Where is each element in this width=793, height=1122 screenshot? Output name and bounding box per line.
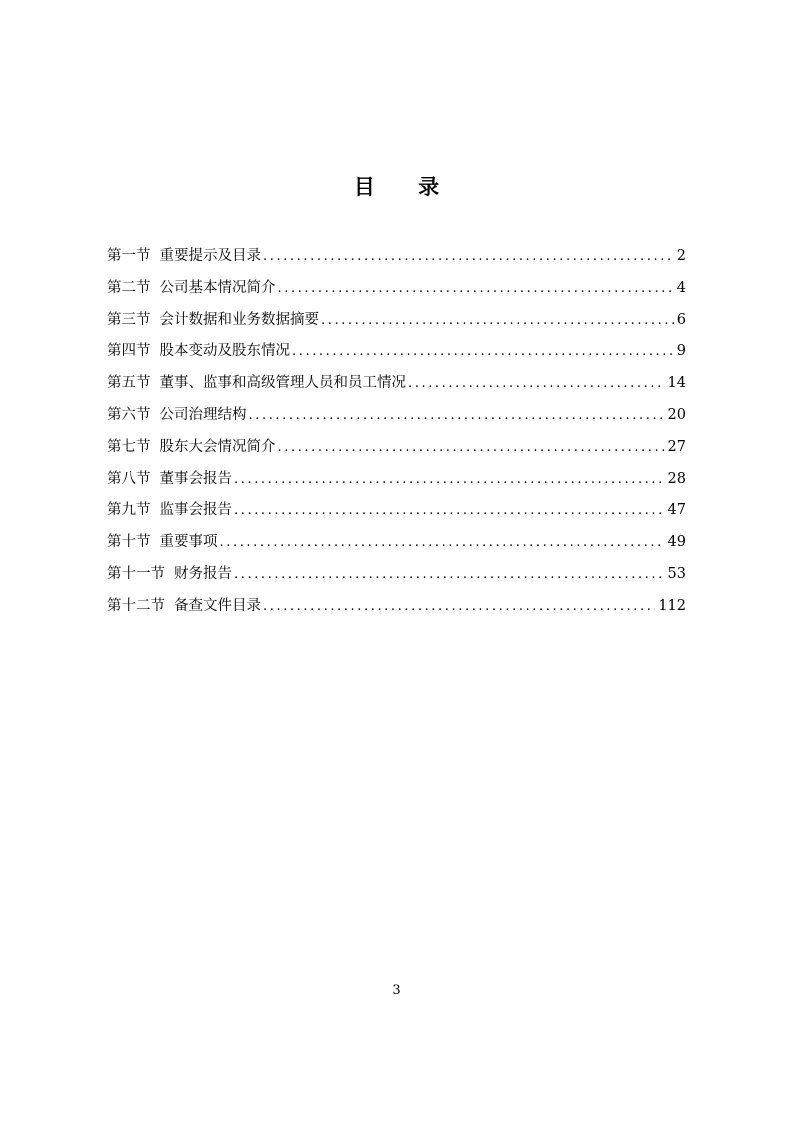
toc-dot-leader <box>278 435 665 461</box>
toc-entry-title: 股本变动及股东情况 <box>159 343 290 360</box>
toc-entry-page: 9 <box>676 343 686 360</box>
toc-entry-page: 53 <box>667 565 686 582</box>
toc-entry-page: 27 <box>667 438 686 455</box>
toc-entry-section: 第三节 <box>107 311 151 328</box>
toc-entry-section: 第十一节 <box>107 565 165 582</box>
toc-dot-leader <box>278 276 674 302</box>
toc-entry-section: 第十二节 <box>107 597 165 614</box>
table-of-contents <box>107 243 686 625</box>
toc-entry-page: 112 <box>658 597 686 614</box>
toc-entry-page: 6 <box>676 311 686 328</box>
toc-entry-section: 第六节 <box>107 406 151 423</box>
toc-entry-title: 公司治理结构 <box>159 406 247 423</box>
toc-entry[interactable] <box>107 497 686 529</box>
toc-dot-leader <box>234 562 665 588</box>
toc-entry[interactable] <box>107 561 686 593</box>
toc-entry-title: 股东大会情况简介 <box>159 438 276 455</box>
toc-entry-section: 第九节 <box>107 502 151 519</box>
toc-entry-page: 47 <box>667 502 686 519</box>
toc-dot-leader <box>234 498 665 524</box>
toc-entry-section: 第七节 <box>107 438 151 455</box>
toc-entry-page: 4 <box>676 279 686 296</box>
toc-entry-section: 第八节 <box>107 470 151 487</box>
toc-dot-leader <box>263 594 655 620</box>
toc-entry-page: 2 <box>676 248 686 264</box>
toc-entry[interactable] <box>107 338 686 370</box>
toc-entry-title: 监事会报告 <box>159 502 232 519</box>
toc-entry-title: 备查文件目录 <box>174 597 261 614</box>
toc-dot-leader <box>234 467 665 493</box>
toc-entry-section: 第二节 <box>107 279 151 296</box>
toc-dot-leader <box>292 339 674 365</box>
toc-entry-section: 第五节 <box>107 375 151 392</box>
toc-entry-title: 会计数据和业务数据摘要 <box>159 311 319 328</box>
toc-entry-title: 董事、监事和高级管理人员和员工情况 <box>159 375 406 392</box>
toc-entry[interactable] <box>107 402 686 434</box>
toc-entry-page: 49 <box>667 534 686 551</box>
toc-entry-title: 重要提示及目录 <box>159 248 261 264</box>
toc-entry-page: 14 <box>667 375 686 392</box>
toc-entry-title: 重要事项 <box>159 534 218 551</box>
toc-entry[interactable] <box>107 466 686 498</box>
toc-entry-page: 20 <box>667 406 686 423</box>
toc-dot-leader <box>321 308 674 334</box>
toc-entry-title: 董事会报告 <box>159 470 232 487</box>
toc-dot-leader <box>249 403 665 429</box>
toc-entry[interactable] <box>107 434 686 466</box>
toc-heading: 目 录 <box>353 175 458 199</box>
toc-entry[interactable] <box>107 307 686 339</box>
toc-dot-leader <box>263 244 674 270</box>
page-number: 3 <box>392 983 401 998</box>
toc-entry-title: 公司基本情况简介 <box>159 279 276 296</box>
toc-entry[interactable] <box>107 275 686 307</box>
toc-entry[interactable] <box>107 243 686 275</box>
toc-entry[interactable] <box>107 529 686 561</box>
toc-entry-title: 财务报告 <box>174 565 232 582</box>
toc-dot-leader <box>220 530 665 556</box>
toc-entry[interactable] <box>107 593 686 625</box>
toc-dot-leader <box>408 371 665 397</box>
toc-entry-section: 第十节 <box>107 534 151 551</box>
toc-entry-page: 28 <box>667 470 686 487</box>
toc-entry-section: 第一节 <box>107 248 151 264</box>
toc-entry[interactable] <box>107 370 686 402</box>
toc-entry-section: 第四节 <box>107 343 151 360</box>
